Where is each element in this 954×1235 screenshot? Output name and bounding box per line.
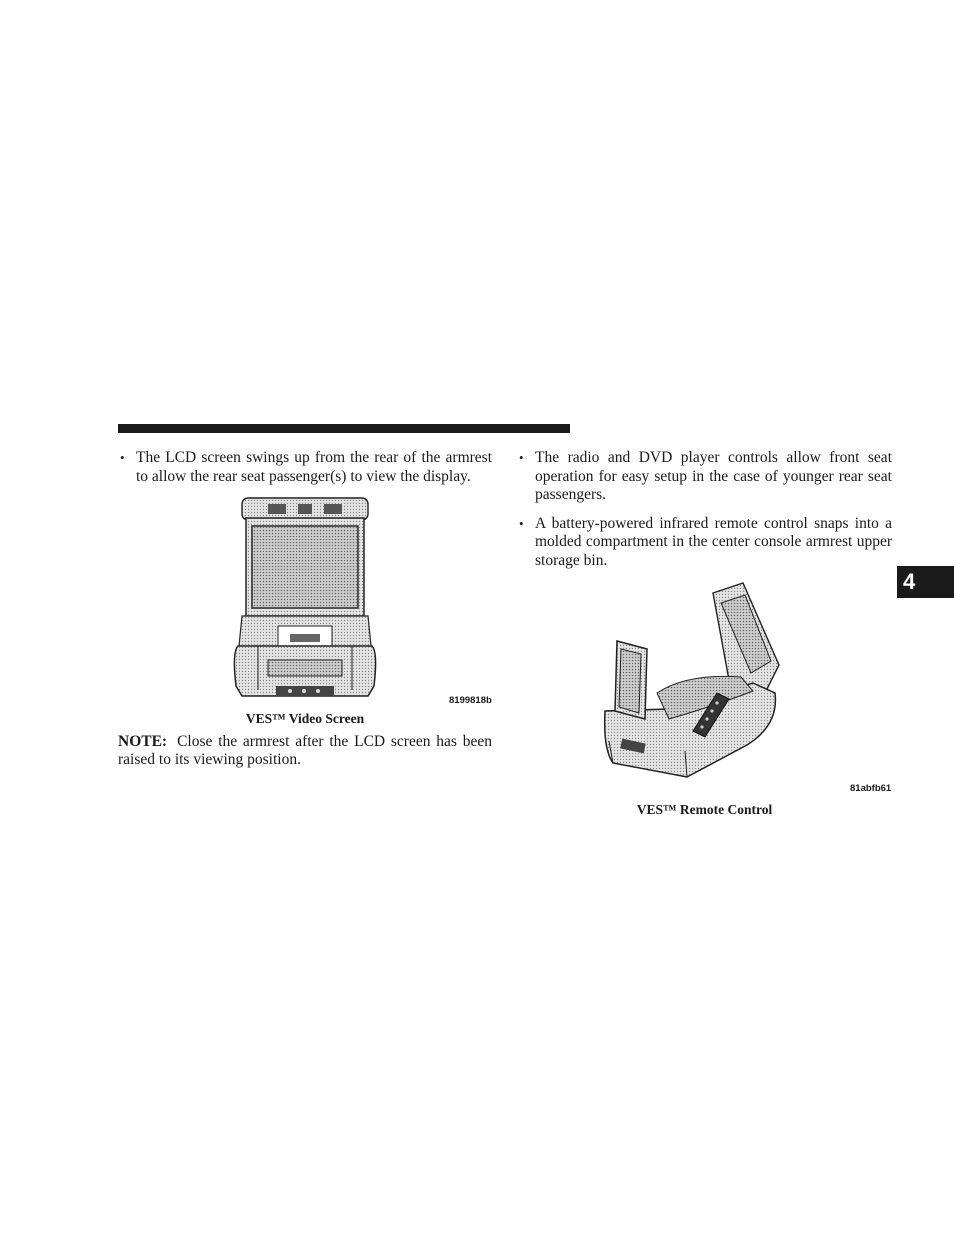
figure-caption: VES™ Video Screen: [245, 711, 365, 727]
note-label: NOTE:: [118, 732, 168, 750]
chapter-tab: [897, 566, 954, 598]
figure-code: 8199818b: [449, 695, 492, 707]
bullet-dot-icon: •: [519, 450, 524, 465]
bullet-item: [517, 515, 892, 571]
section-rule: [118, 424, 570, 433]
bullet-text: The LCD screen swings up from the rear of the armrest to allow the rear seat passenger(s) to view the display.: [136, 449, 492, 485]
bullet-item: [517, 449, 892, 505]
left-column: [118, 449, 492, 770]
figure-video-screen: [118, 496, 492, 708]
note-paragraph: [118, 733, 492, 770]
bullet-text: A battery-powered infrared remote control snaps into a molded compartment in the center console armrest upper storage bin.: [535, 514, 892, 569]
bullet-text: The radio and DVD player controls allow front seat operation for easy setup in the case of younger rear seat passengers.: [535, 449, 892, 504]
figure-code: 81abfb61: [850, 782, 892, 794]
bullet-item: [118, 449, 492, 486]
remote-control-illustration: [517, 581, 892, 799]
right-column: [517, 449, 892, 819]
chapter-number: 4: [903, 569, 916, 594]
bullet-dot-icon: •: [120, 450, 125, 465]
bullet-dot-icon: •: [519, 515, 524, 531]
note-text: Close the armrest after the LCD screen has been raised to its viewing position.: [118, 732, 492, 769]
figure-remote-control: [517, 581, 892, 799]
video-screen-illustration: [118, 496, 492, 708]
figure-caption: VES™ Remote Control: [636, 801, 773, 817]
